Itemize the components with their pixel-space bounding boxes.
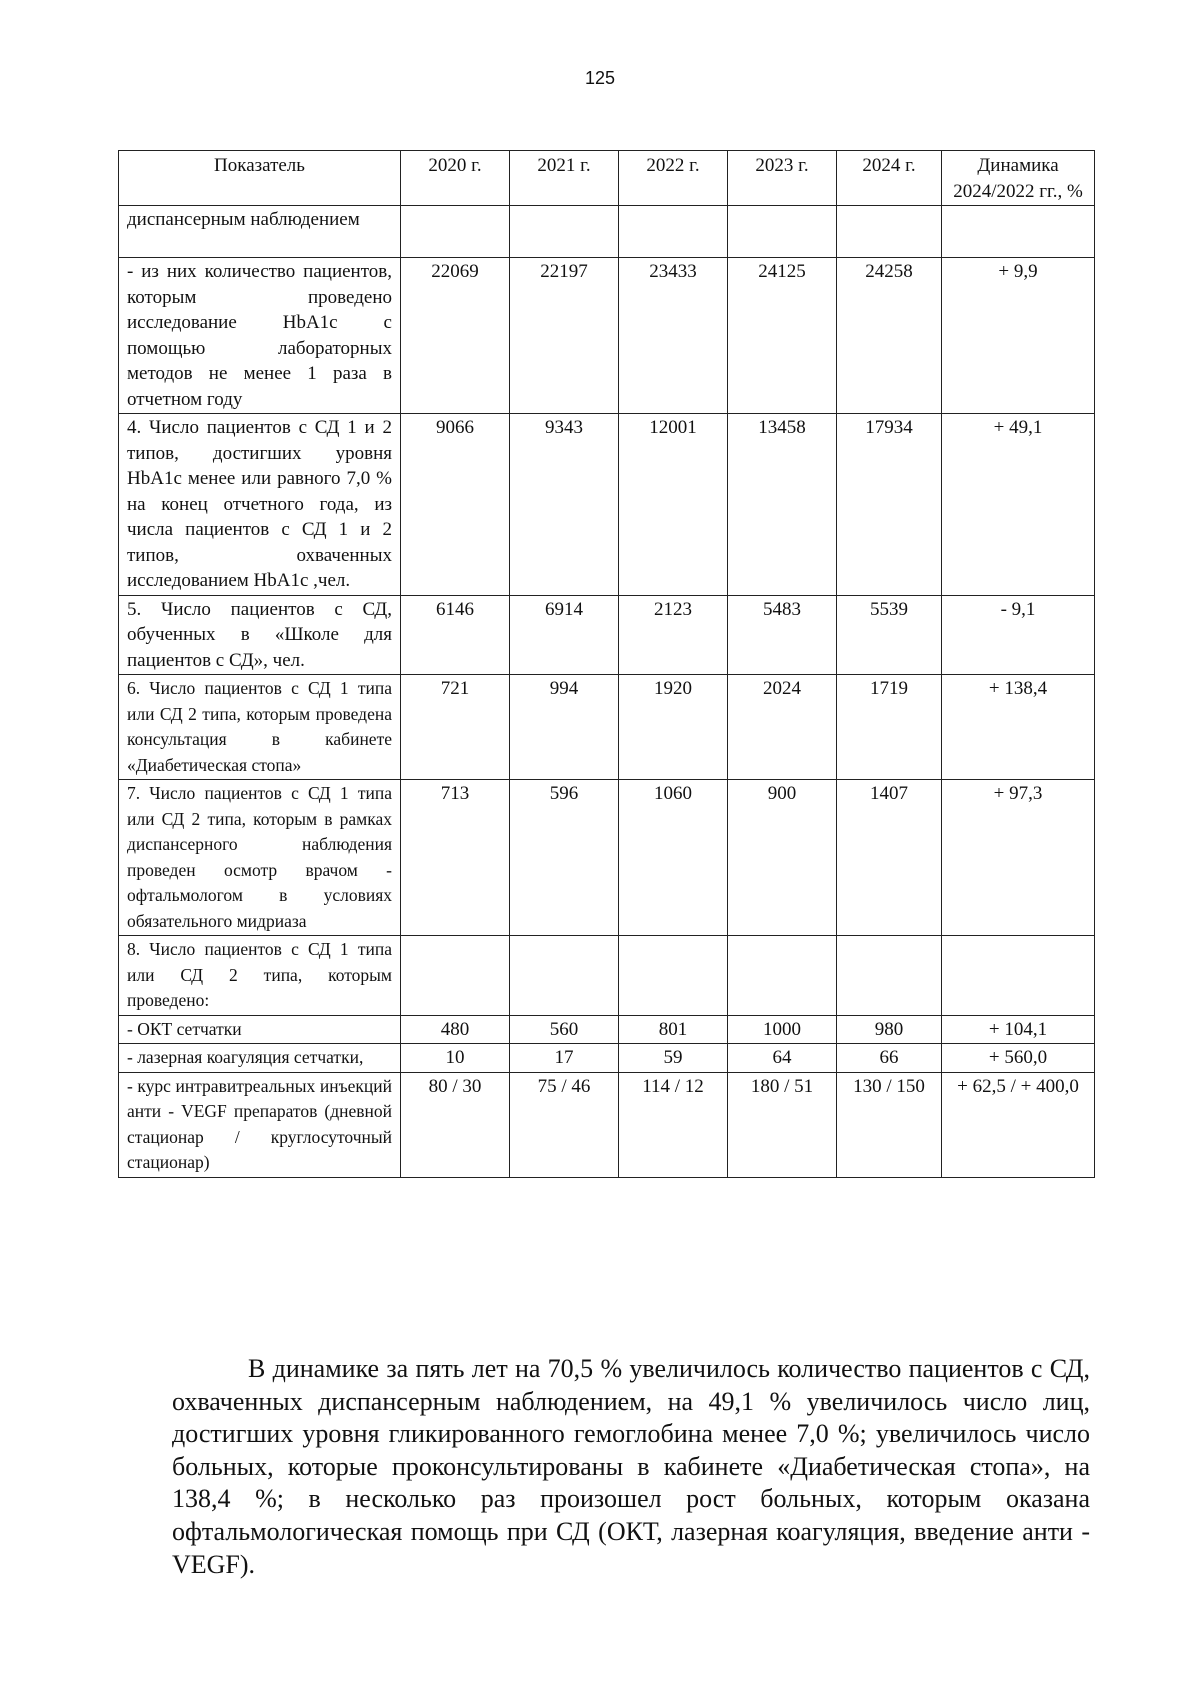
value-dynamics: + 560,0 [942,1044,1095,1073]
value-2023: 1000 [728,1015,837,1044]
value-2023: 2024 [728,675,837,780]
value-2023 [728,936,837,1016]
value-2024: 1407 [837,780,942,936]
value-2022: 114 / 12 [619,1072,728,1177]
value-2020: 713 [401,780,510,936]
value-2024 [837,936,942,1016]
value-dynamics: + 138,4 [942,675,1095,780]
header-2021: 2021 г. [510,151,619,206]
table-header-row [119,151,1095,206]
value-dynamics: + 62,5 / + 400,0 [942,1072,1095,1177]
value-2022: 1060 [619,780,728,936]
table-row [119,595,1095,675]
value-2022: 1920 [619,675,728,780]
row-indicator: - из них количество пациентов, которым проведено исследование HbA1c с помощью лабораторных методов не менее 1 раза в отчетном году [119,258,401,414]
table-row [119,1015,1095,1044]
value-2022: 801 [619,1015,728,1044]
table-row [119,675,1095,780]
value-2022: 12001 [619,414,728,596]
value-2024 [837,206,942,258]
value-dynamics: + 104,1 [942,1015,1095,1044]
value-dynamics: - 9,1 [942,595,1095,675]
value-2024: 130 / 150 [837,1072,942,1177]
table-row [119,258,1095,414]
data-table [118,150,1095,1178]
value-dynamics [942,936,1095,1016]
row-indicator: 8. Число пациентов с СД 1 типа или СД 2 типа, которым проведено: [119,936,401,1016]
value-2022: 23433 [619,258,728,414]
table-row [119,206,1095,258]
row-indicator: 7. Число пациентов с СД 1 типа или СД 2 типа, которым в рамках диспансерного наблюдения проведен осмотр врачом - офтальмологом в условиях обязательного мидриаза [119,780,401,936]
header-indicator: Показатель [119,151,401,206]
value-2020: 721 [401,675,510,780]
row-indicator: 6. Число пациентов с СД 1 типа или СД 2 типа, которым проведена консультация в кабинете «Диабетическая стопа» [119,675,401,780]
value-2020: 9066 [401,414,510,596]
value-2022: 2123 [619,595,728,675]
value-2023: 64 [728,1044,837,1073]
value-2024: 5539 [837,595,942,675]
value-2021: 75 / 46 [510,1072,619,1177]
row-indicator: 4. Число пациентов с СД 1 и 2 типов, достигших уровня HbA1c менее или равного 7,0 % на конец отчетного года, из числа пациентов с СД 1 и 2 типов, охваченных исследованием HbA1c ,чел. [119,414,401,596]
value-2024: 24258 [837,258,942,414]
table-row [119,414,1095,596]
value-2023: 13458 [728,414,837,596]
value-2020 [401,936,510,1016]
value-2023: 5483 [728,595,837,675]
value-2020: 480 [401,1015,510,1044]
header-2023: 2023 г. [728,151,837,206]
value-2020: 80 / 30 [401,1072,510,1177]
value-2021: 560 [510,1015,619,1044]
value-2023: 180 / 51 [728,1072,837,1177]
row-indicator: диспансерным наблюдением [119,206,401,258]
value-2020: 6146 [401,595,510,675]
value-2020 [401,206,510,258]
header-dynamics: Динамика 2024/2022 гг., % [942,151,1095,206]
row-indicator: - ОКТ сетчатки [119,1015,401,1044]
value-2024: 66 [837,1044,942,1073]
value-2021: 596 [510,780,619,936]
table-row [119,1072,1095,1177]
row-indicator: - курс интравитреальных инъекций анти - VEGF препаратов (дневной стационар / круглосуточный стационар) [119,1072,401,1177]
value-2021: 17 [510,1044,619,1073]
value-2023: 900 [728,780,837,936]
value-dynamics: + 49,1 [942,414,1095,596]
header-2022: 2022 г. [619,151,728,206]
value-2023 [728,206,837,258]
value-2021: 994 [510,675,619,780]
value-2020: 10 [401,1044,510,1073]
value-2020: 22069 [401,258,510,414]
header-2020: 2020 г. [401,151,510,206]
page-number: 125 [584,68,616,88]
value-2021 [510,936,619,1016]
table-row [119,780,1095,936]
row-indicator: 5. Число пациентов с СД, обученных в «Школе для пациентов с СД», чел. [119,595,401,675]
table-row [119,936,1095,1016]
value-2022 [619,936,728,1016]
value-2023: 24125 [728,258,837,414]
value-2024: 1719 [837,675,942,780]
value-2021: 6914 [510,595,619,675]
value-2022: 59 [619,1044,728,1073]
value-2022 [619,206,728,258]
value-2021 [510,206,619,258]
summary-paragraph: В динамике за пять лет на 70,5 % увеличилось количество пациентов с СД, охваченных диспансерным наблюдением, на 49,1 % увеличилось число лиц, достигших уровня гликированного гемоглобина менее 7,0 %; увеличилось число больных, которые проконсультированы в кабинете «Диабетическая стопа», на 138,4 %; в несколько раз произошел рост больных, которым оказана офтальмологическая помощь при СД (ОКТ, лазерная коагуляция, введение анти - VEGF). [172,1354,1090,1579]
value-dynamics [942,206,1095,258]
value-2024: 17934 [837,414,942,596]
value-2024: 980 [837,1015,942,1044]
row-indicator: - лазерная коагуляция сетчатки, [119,1044,401,1073]
header-2024: 2024 г. [837,151,942,206]
value-dynamics: + 97,3 [942,780,1095,936]
value-dynamics: + 9,9 [942,258,1095,414]
value-2021: 22197 [510,258,619,414]
value-2021: 9343 [510,414,619,596]
table-row [119,1044,1095,1073]
